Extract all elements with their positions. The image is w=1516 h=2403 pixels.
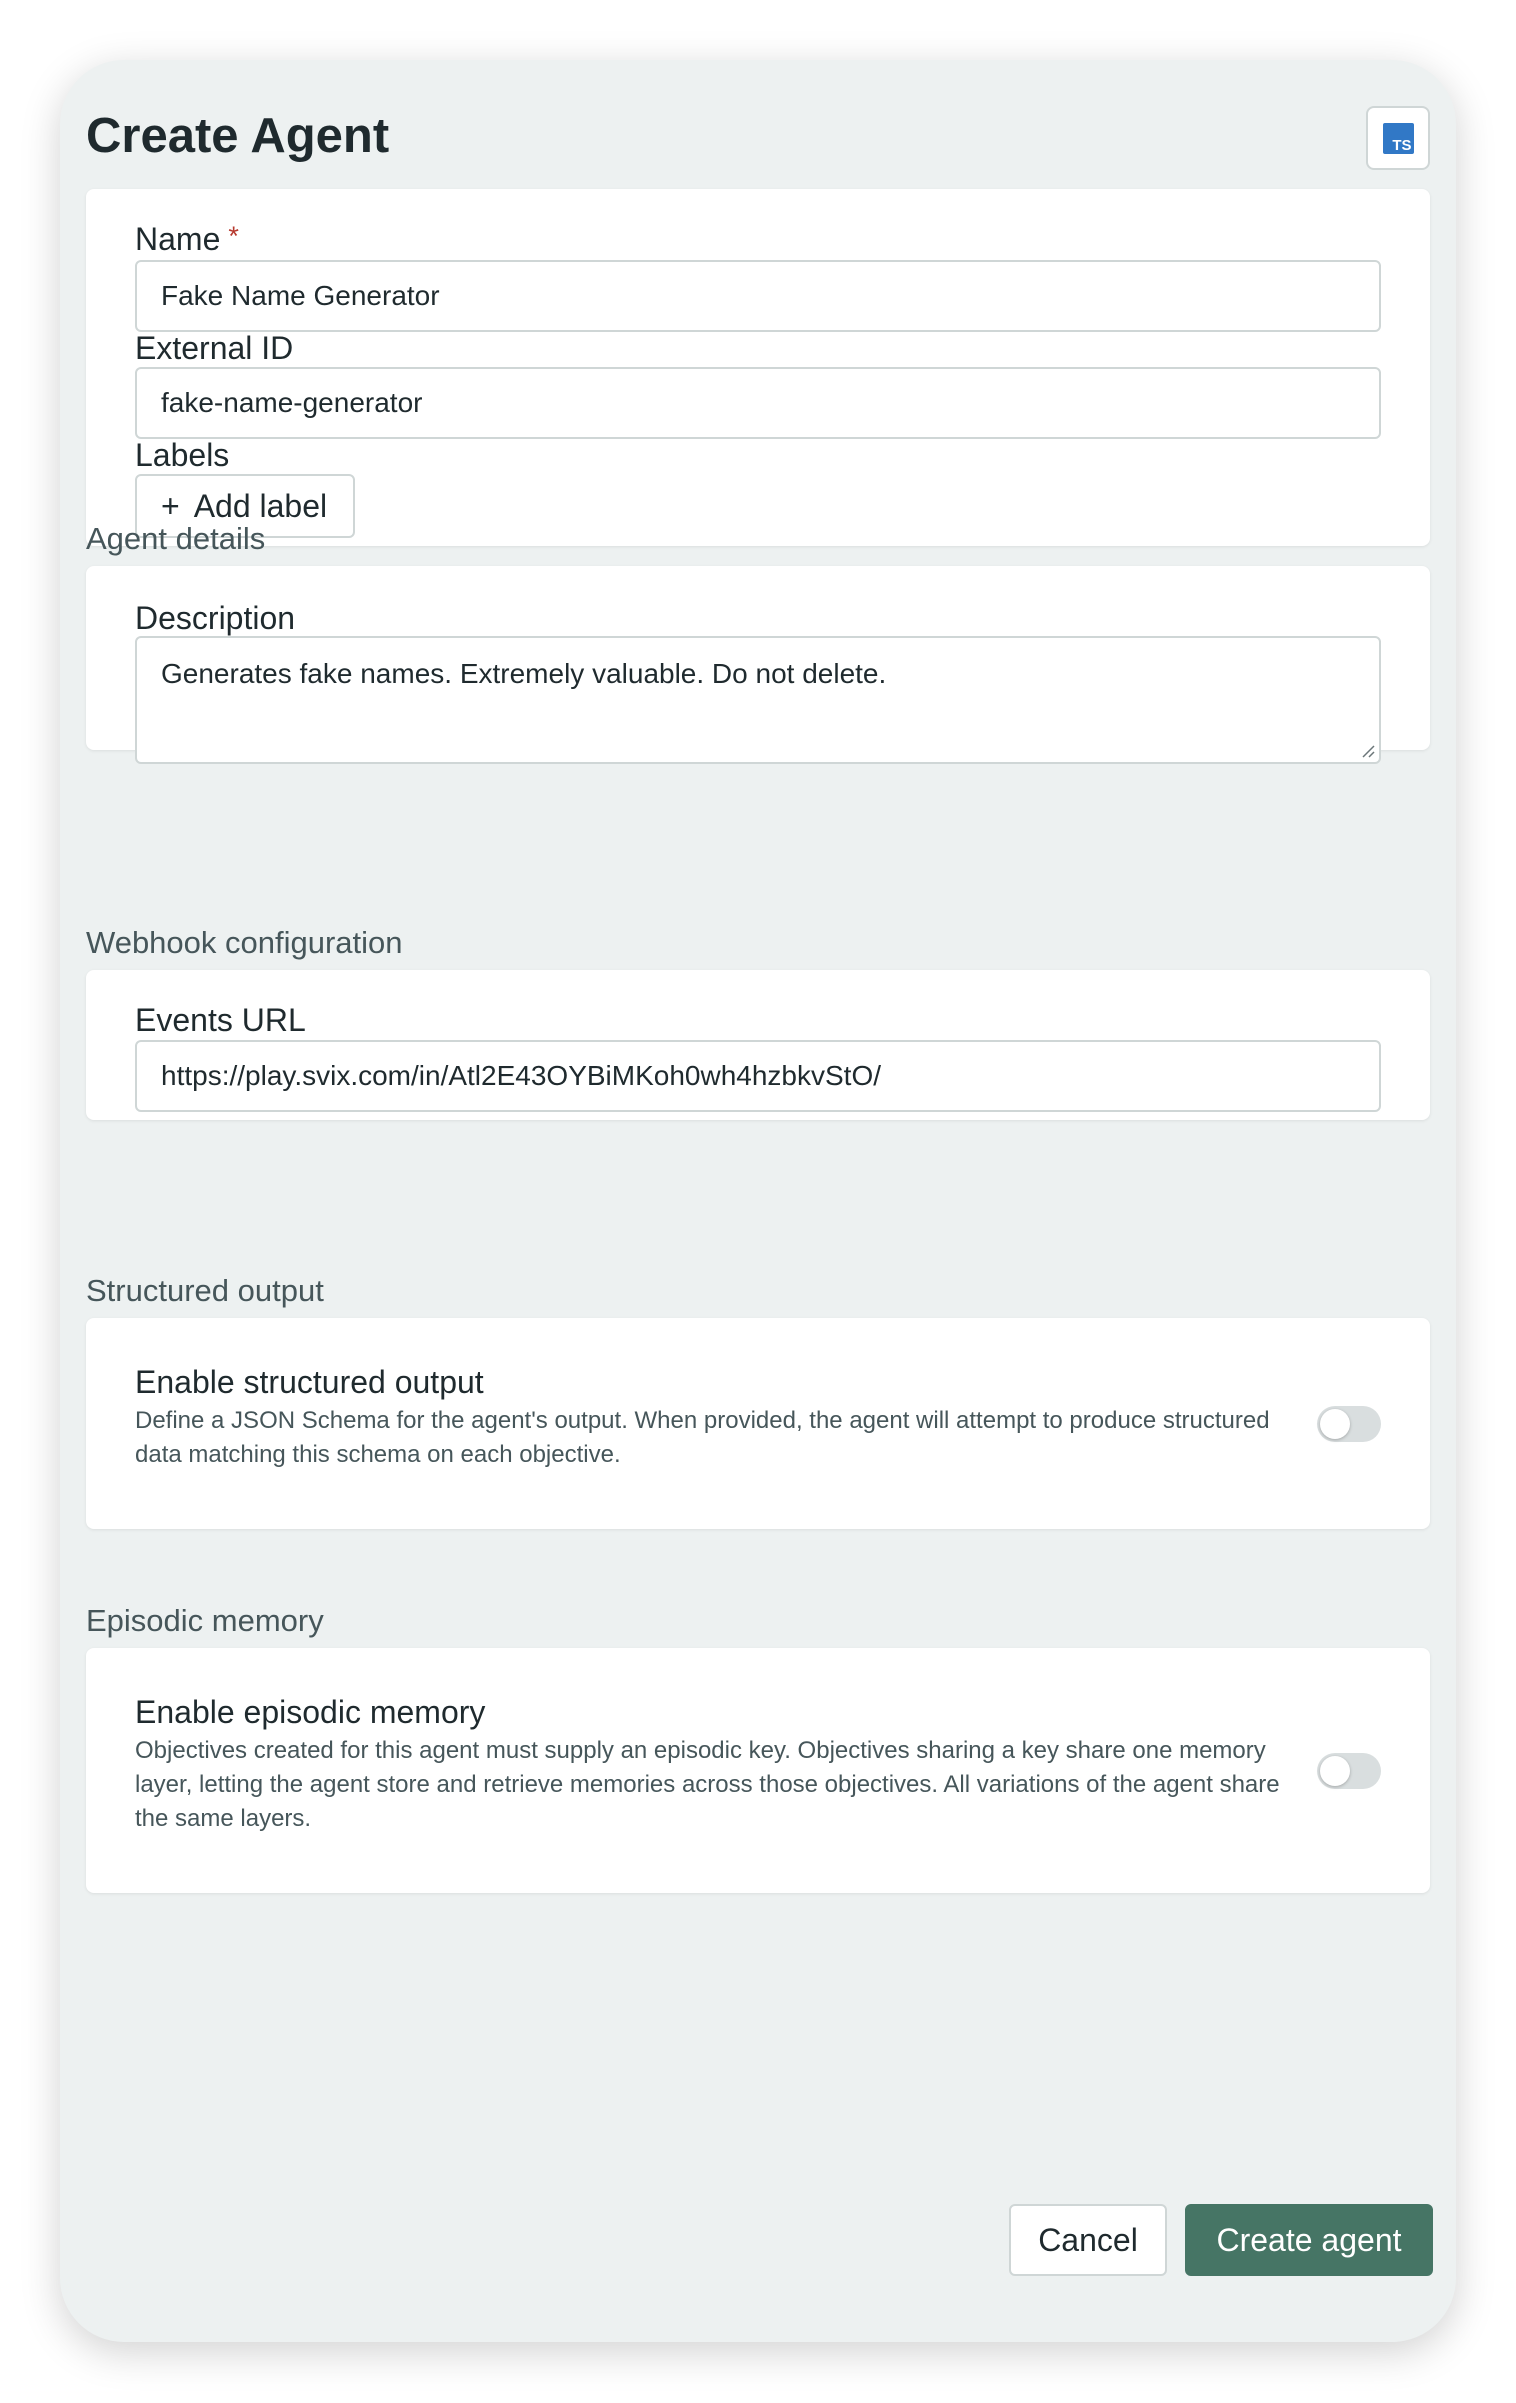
typescript-code-button[interactable]: [1366, 106, 1430, 170]
structured-output-description: Define a JSON Schema for the agent's output. When provided, the agent will attempt to produce structured data matching this schema on each objective.: [135, 1407, 1270, 1468]
structured-output-card: [86, 1318, 1430, 1529]
external-id-input[interactable]: [135, 367, 1381, 439]
create-agent-modal: [60, 60, 1456, 2342]
events-url-value: https://play.svix.com/in/Atl2E43OYBiMKoh0wh4hzbkvStO/: [161, 1060, 882, 1091]
events-url-input[interactable]: [135, 1040, 1381, 1112]
basics-card: [86, 189, 1430, 546]
toggle-knob: [1320, 1409, 1350, 1439]
required-marker: *: [228, 221, 239, 251]
structured-output-toggle[interactable]: [1317, 1406, 1381, 1442]
episodic-memory-toggle-title: Enable episodic memory: [135, 1694, 486, 1730]
typescript-icon: [1383, 123, 1414, 154]
add-label-text: Add label: [193, 487, 328, 524]
page-title: Create Agent: [86, 109, 390, 163]
episodic-memory-description: Objectives created for this agent must supply an episodic key. Objectives sharing a key share one memory layer, letting the agent store and retrieve memories across those objectives. All variations of the agent share the same layers.: [135, 1737, 1280, 1832]
labels-label: Labels: [135, 437, 230, 473]
create-agent-button[interactable]: Create agent: [1185, 2204, 1433, 2276]
plus-icon: +: [161, 487, 180, 524]
resize-handle-icon[interactable]: [1359, 742, 1375, 758]
webhook-heading: Webhook configuration: [86, 925, 403, 960]
external-id-label: External ID: [135, 330, 294, 366]
name-input-value: Fake Name Generator: [161, 280, 440, 311]
agent-details-card: [86, 566, 1430, 750]
external-id-input-value: fake-name-generator: [161, 387, 423, 418]
description-textarea[interactable]: [135, 636, 1381, 764]
modal-header: [86, 80, 1430, 180]
typescript-icon-label: TS: [1392, 136, 1412, 154]
name-label-text: Name: [135, 221, 221, 257]
agent-details-heading: Agent details: [86, 521, 266, 556]
description-value: Generates fake names. Extremely valuable. Do not delete.: [161, 658, 887, 689]
cancel-button[interactable]: Cancel: [1009, 2204, 1167, 2276]
episodic-memory-card: [86, 1648, 1430, 1893]
episodic-memory-heading: Episodic memory: [86, 1603, 324, 1638]
structured-output-heading: Structured output: [86, 1273, 324, 1308]
episodic-memory-toggle[interactable]: [1317, 1753, 1381, 1789]
toggle-knob: [1320, 1756, 1350, 1786]
structured-output-toggle-title: Enable structured output: [135, 1364, 484, 1400]
name-label: [135, 221, 239, 258]
events-url-label: Events URL: [135, 1002, 306, 1038]
webhook-card: [86, 970, 1430, 1120]
description-label: Description: [135, 600, 296, 636]
name-input[interactable]: [135, 260, 1381, 332]
